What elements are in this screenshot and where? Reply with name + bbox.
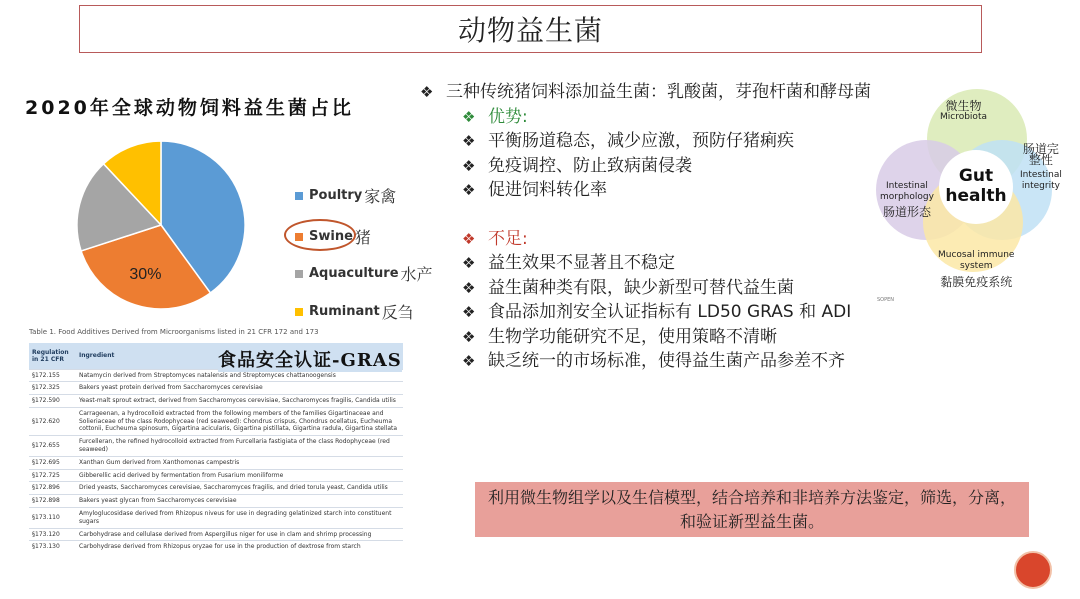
bullet-shortcoming	[462, 349, 890, 374]
diamond-bullet-icon: ❖	[462, 181, 476, 199]
probiotic-bullet-list	[420, 80, 890, 374]
venn-center-label	[936, 166, 1016, 206]
legend-label-ruminant-cn: 反刍	[381, 303, 414, 322]
diamond-bullet-icon: ❖	[462, 254, 476, 272]
table-cell-ingredient: Dried yeasts, Saccharomyces cerevisiae, Saccharomyces fragilis, and dried torula yeast, Candida utilis	[76, 482, 403, 495]
bullet-shortcoming	[462, 300, 890, 325]
pie-data-label-swine: 30%	[129, 265, 162, 283]
bullet-shortcoming-title	[462, 227, 890, 252]
page-title: 动物益生菌	[457, 14, 603, 47]
diamond-bullet-icon: ❖	[462, 327, 476, 346]
table-caption: Table 1. Food Additives Derived from Microorganisms listed in 21 CFR 172 and 173	[29, 328, 319, 336]
venn-morphology-cn: 肠道形态	[882, 205, 931, 219]
venn-footnote: SOPEN	[877, 297, 895, 303]
diamond-bullet-icon: ❖	[420, 83, 434, 101]
table-row	[29, 407, 403, 435]
table-row	[29, 495, 403, 508]
legend-label-poultry-en: Poultry	[309, 188, 363, 203]
legend-label-swine-en: Swine	[309, 229, 353, 244]
bullet-intro-text: 三种传统猪饲料添加益生菌：乳酸菌，芽孢杆菌和酵母菌	[446, 82, 871, 102]
table-cell-ingredient: Bakers yeast glycan from Saccharomyces cerevisiae	[76, 495, 403, 508]
venn-morphology-en-1: Intestinal	[886, 181, 928, 191]
diamond-bullet-icon: ❖	[462, 303, 476, 321]
venn-integrity-en-2: integrity	[1021, 181, 1060, 191]
venn-immune-en-1: Mucosal immune	[938, 250, 1015, 260]
table-cell-regulation: §173.110	[29, 508, 76, 529]
table-cell-regulation: §172.898	[29, 495, 76, 508]
bullet-advantage-title	[462, 105, 890, 130]
table-cell-ingredient: Xanthan Gum derived from Xanthomonas campestris	[76, 456, 403, 469]
venn-integrity-cn-2: 整性	[1028, 153, 1053, 167]
legend-label-swine-cn: 猪	[354, 228, 371, 247]
bullet-advantage	[462, 178, 890, 203]
advantage-text: 平衡肠道稳态，减少应激，预防仔猪痢疾	[488, 131, 794, 151]
advantage-title-text: 优势:	[488, 106, 528, 127]
table-cell-regulation: §173.120	[29, 528, 76, 541]
table-cell-regulation: §172.655	[29, 436, 76, 457]
legend-item-ruminant	[295, 300, 414, 323]
venn-label-integrity	[1020, 144, 1062, 192]
table-cell-regulation: §172.590	[29, 395, 76, 408]
pie-chart-title: 2020年全球动物饲料益生菌占比	[25, 97, 354, 119]
table-row	[29, 482, 403, 495]
shortcoming-text: 缺乏统一的市场标准，使得益生菌产品参差不齐	[488, 351, 845, 371]
shortcoming-title-text: 不足:	[488, 228, 528, 249]
venn-center-line-1: Gut	[958, 166, 994, 186]
venn-microbiota-cn: 微生物	[945, 99, 982, 113]
bullet-shortcoming	[462, 276, 890, 301]
venn-label-microbiota	[940, 101, 987, 123]
table-cell-regulation: §173.130	[29, 541, 76, 553]
table-row	[29, 436, 403, 457]
legend-item-poultry	[295, 184, 396, 207]
table-header-ingredient: Ingredient	[76, 343, 403, 369]
table-row	[29, 508, 403, 529]
diamond-bullet-icon: ❖	[462, 107, 476, 126]
legend-label-aquaculture-cn: 水产	[400, 265, 433, 284]
legend-label-aquaculture-en: Aquaculture	[309, 266, 399, 281]
legend-swatch-ruminant	[295, 308, 303, 316]
advantage-text: 促进饲料转化率	[488, 180, 607, 200]
table-cell-regulation: §172.896	[29, 482, 76, 495]
legend-item-swine	[295, 225, 371, 248]
table-cell-ingredient: Carbohydrase derived from Rhizopus oryzae for use in the production of dextrose from starch	[76, 541, 403, 553]
table-row	[29, 382, 403, 395]
diamond-bullet-icon: ❖	[462, 132, 476, 150]
bullet-shortcoming	[462, 325, 890, 350]
table-row	[29, 395, 403, 408]
food-additives-table	[29, 343, 403, 553]
gras-certification-label: 食品安全认证-GRAS	[218, 346, 402, 372]
table-cell-regulation: §172.325	[29, 382, 76, 395]
venn-center-line-2: health	[945, 186, 1007, 206]
table-cell-ingredient: Yeast-malt sprout extract, derived from Saccharomyces cerevisiae, Saccharomyces fragilis, Candida utilis	[76, 395, 403, 408]
legend-swatch-swine	[295, 233, 303, 241]
venn-immune-en-2: system	[959, 261, 993, 271]
table-row	[29, 528, 403, 541]
advantage-text: 免疫调控、防止致病菌侵袭	[488, 155, 692, 176]
table-header-regulation: Regulation in 21 CFR	[29, 343, 76, 369]
shortcoming-text: 益生效果不显著且不稳定	[488, 253, 675, 273]
legend-item-aquaculture	[295, 262, 433, 285]
summary-text: 利用微生物组学以及生信模型，结合培养和非培养方法鉴定，筛选，分离，和验证新型益生菌。	[487, 487, 1016, 531]
bullet-advantage	[462, 129, 890, 154]
legend-swatch-aquaculture	[295, 270, 303, 278]
shortcoming-text: 食品添加剂安全认证指标有 LD50 GRAS 和 ADI	[488, 302, 852, 322]
venn-integrity-en-1: Intestinal	[1020, 170, 1062, 180]
shortcoming-text: 益生菌种类有限，缺少新型可替代益生菌	[488, 277, 794, 298]
venn-label-immune	[938, 250, 1014, 288]
venn-morphology-en-2: morphology	[880, 192, 934, 202]
logo-badge-icon	[1014, 551, 1052, 589]
venn-label-morphology	[880, 181, 934, 218]
table-cell-ingredient: Natamycin derived from Streptomyces natalensis and Streptomyces chattanoogensis	[76, 369, 403, 382]
diamond-bullet-icon: ❖	[462, 229, 476, 248]
table-cell-regulation: §172.620	[29, 407, 76, 435]
venn-immune-cn: 黏膜免疫系统	[940, 275, 1013, 289]
table-cell-ingredient: Carbohydrase and cellulase derived from Aspergillus niger for use in clam and shrimp processing	[76, 528, 403, 541]
venn-integrity-cn-1: 肠道完	[1022, 142, 1059, 156]
table-row	[29, 469, 403, 482]
bullet-advantage	[462, 154, 890, 179]
table-cell-ingredient: Furcelleran, the refined hydrocolloid extracted from Furcellaria fastigiata of the class Rodophyceae (red seaweed)	[76, 436, 403, 457]
diamond-bullet-icon: ❖	[462, 278, 476, 297]
table-cell-ingredient: Bakers yeast protein derived from Saccharomyces cerevisiae	[76, 382, 403, 395]
table-cell-ingredient: Gibberellic acid derived by fermentation from Fusarium moniliforme	[76, 469, 403, 482]
table-row	[29, 541, 403, 553]
table-cell-regulation: §172.155	[29, 369, 76, 382]
title-box	[79, 5, 982, 53]
pie-chart	[75, 139, 247, 311]
summary-box	[475, 482, 1029, 537]
diamond-bullet-icon: ❖	[462, 156, 476, 175]
table-row	[29, 456, 403, 469]
bullet-shortcoming	[462, 251, 890, 276]
venn-microbiota-en: Microbiota	[940, 112, 987, 122]
legend-label-poultry-cn: 家禽	[364, 187, 397, 206]
table-cell-regulation: §172.725	[29, 469, 76, 482]
legend-swatch-poultry	[295, 192, 303, 200]
table-cell-ingredient: Carrageenan, a hydrocolloid extracted from the following members of the families Gigartinaceae and Solieriaceae of the class Rodophyceae (red seaweed): Chondrus crispus, Chondrus ocellatus, Eucheuma cottonii, Eucheuma spinosum, Gigartina acicularis, Gigartina pistillata, Gigartina radula, Gigartina stellata	[76, 407, 403, 435]
table-cell-ingredient: Amyloglucosidase derived from Rhizopus niveus for use in degrading gelatinized starch into constituent sugars	[76, 508, 403, 529]
diamond-bullet-icon: ❖	[462, 352, 476, 370]
legend-label-ruminant-en: Ruminant	[309, 304, 380, 319]
bullet-intro	[420, 80, 890, 105]
shortcoming-text: 生物学功能研究不足，使用策略不清晰	[488, 326, 777, 347]
table-cell-regulation: §172.695	[29, 456, 76, 469]
